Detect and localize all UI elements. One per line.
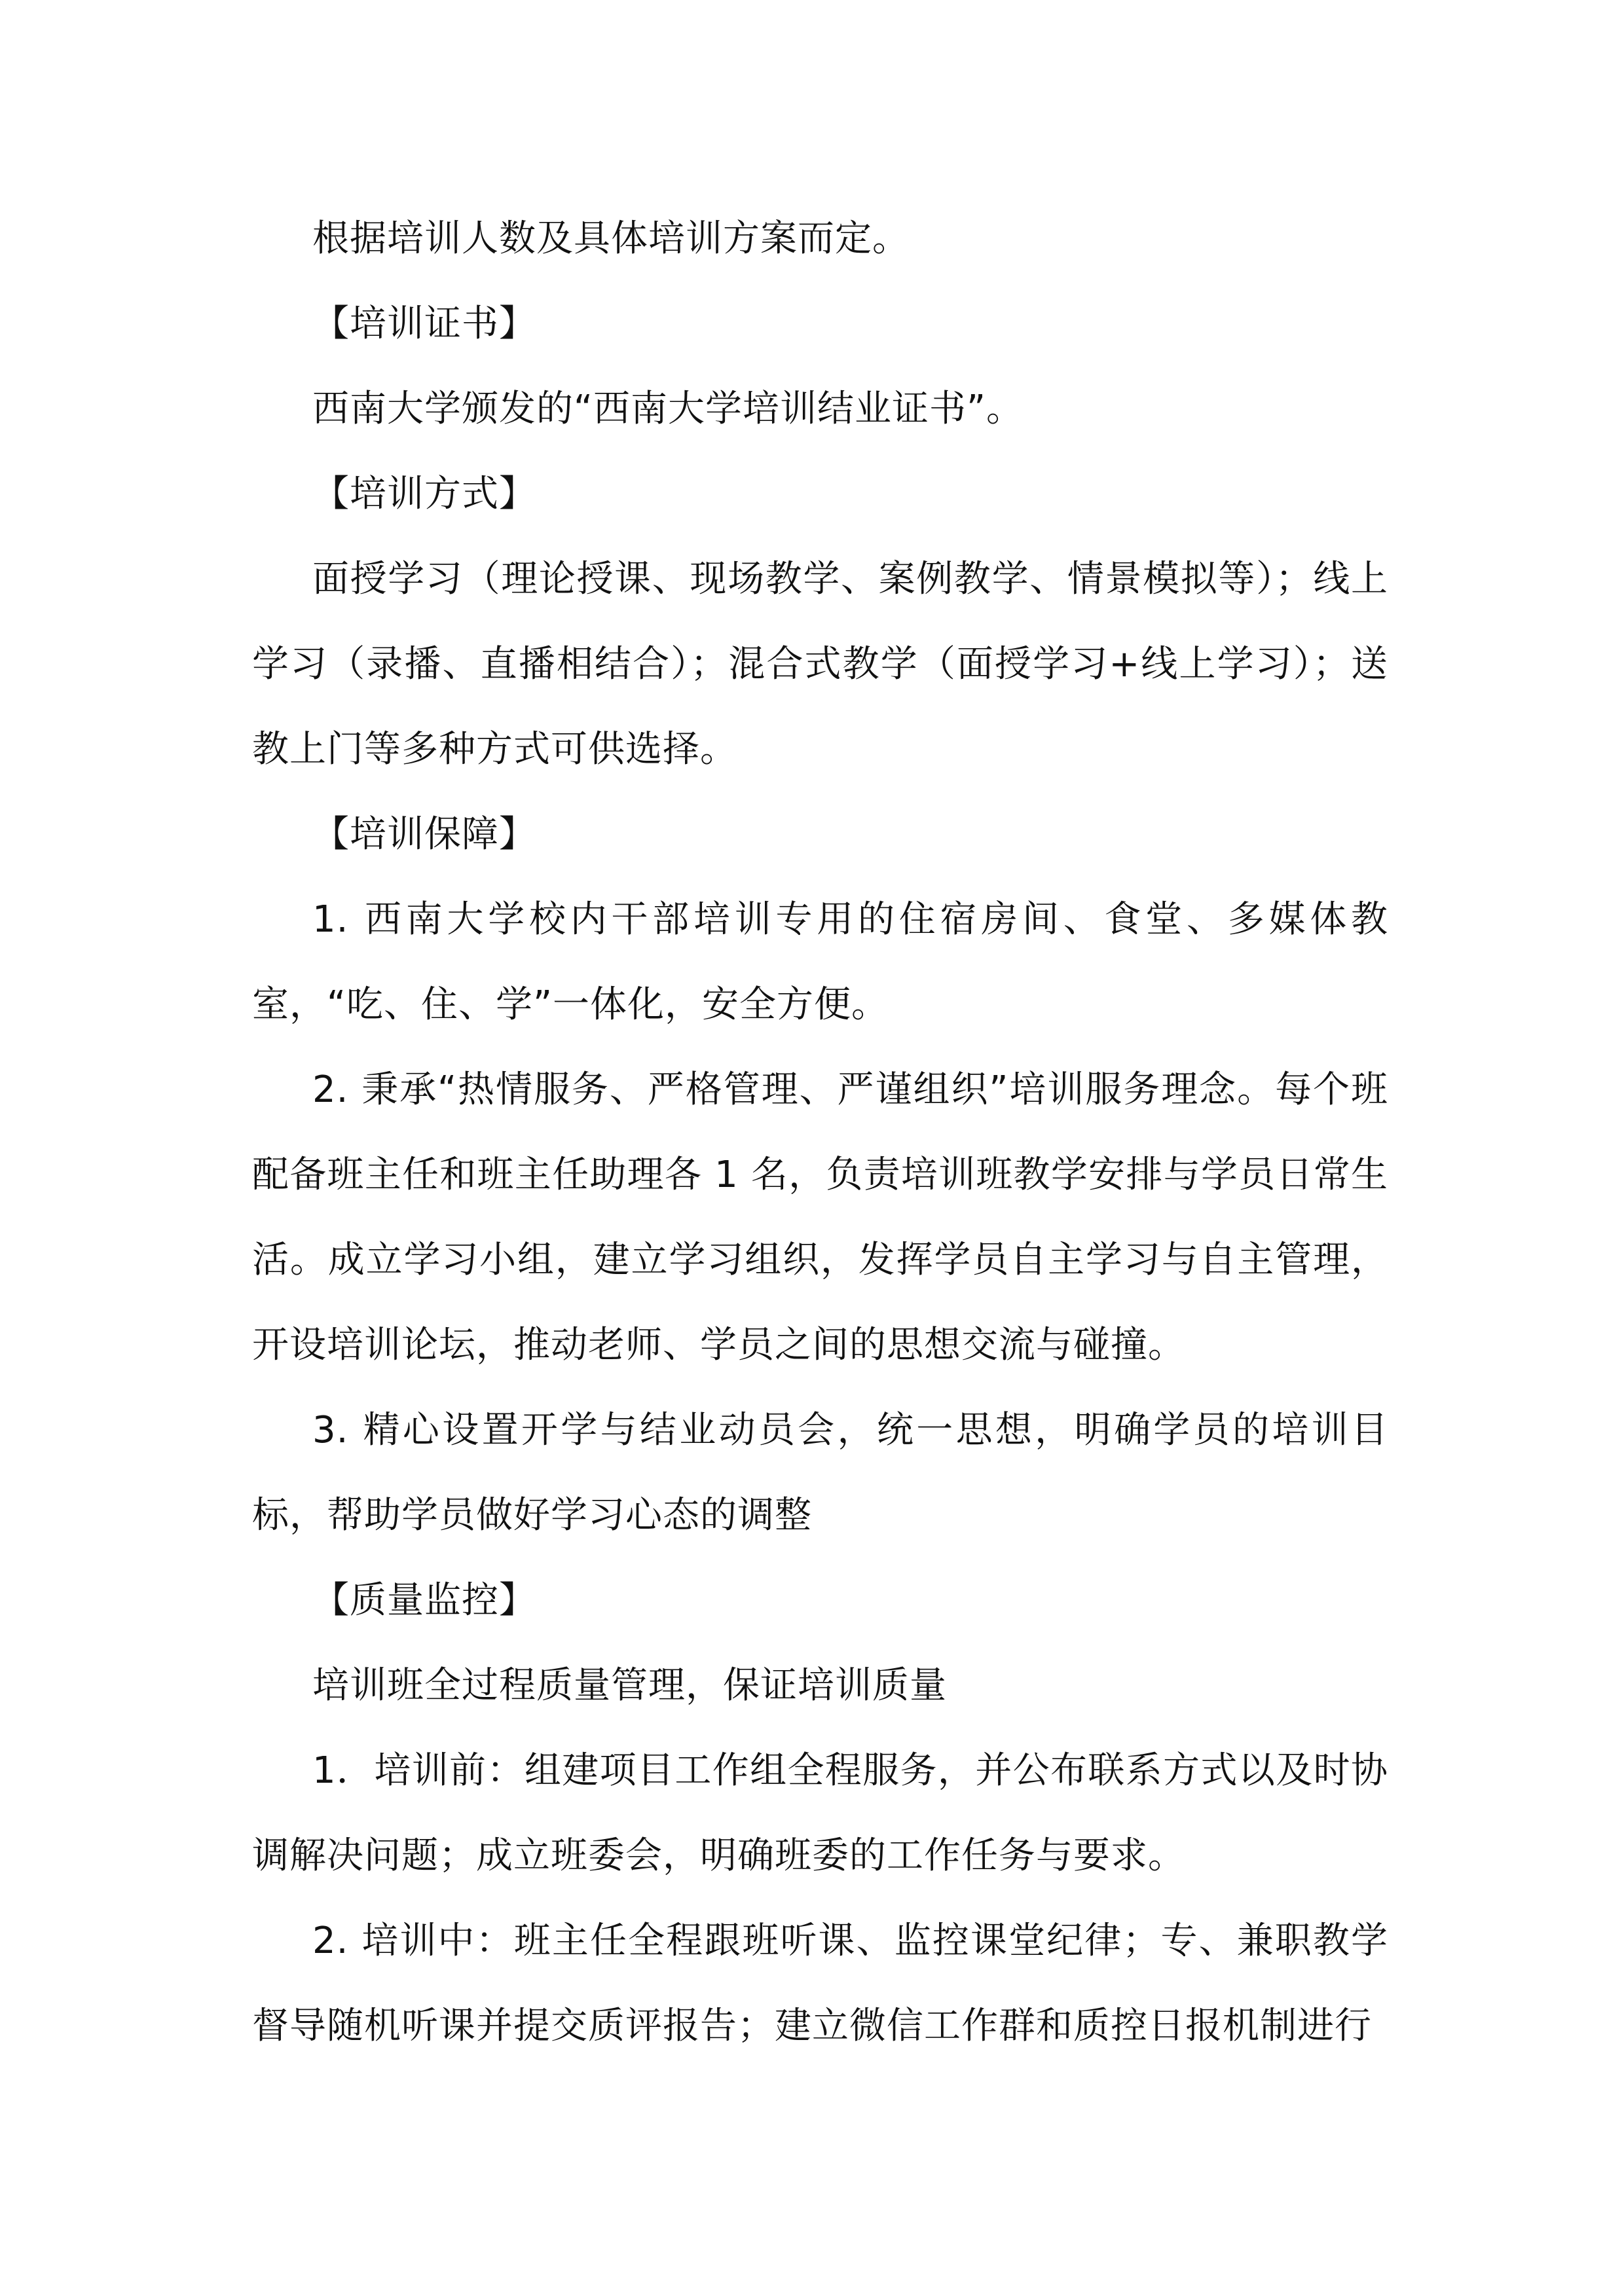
paragraph-support-2: 2. 秉承“热情服务、严格管理、严谨组织”培训服务理念。每个班配备班主任和班主任助理各 1 名，负责培训班教学安排与学员日常生活。成立学习小组，建立学习组织，发挥学员自主学习与自主管理，开设培训论坛，推动老师、学员之间的思想交流与碰撞。 <box>252 1068 1388 1366</box>
heading-training-method: 【培训方式】 <box>312 473 536 515</box>
heading-quality-monitoring: 【质量监控】 <box>312 1579 536 1622</box>
paragraph-certificate: 西南大学颁发的“西南大学培训结业证书”。 <box>312 388 1024 430</box>
paragraph-quality-2: 2. 培训中：班主任全程跟班听课、监控课堂纪律；专、兼职教学督导随机听课并提交质评报告；建立微信工作群和质控日报机制进行 <box>252 1920 1388 2047</box>
paragraph-training-count: 根据培训人数及具体培训方案而定。 <box>312 217 910 260</box>
paragraph-quality-intro: 培训班全过程质量管理，保证培训质量 <box>312 1664 947 1707</box>
heading-training-support: 【培训保障】 <box>312 813 536 856</box>
document-body <box>252 196 1388 2069</box>
paragraph-training-method: 面授学习（理论授课、现场教学、案例教学、情景模拟等）；线上学习（录播、直播相结合）；混合式教学（面授学习+线上学习）；送教上门等多种方式可供选择。 <box>252 558 1388 771</box>
paragraph-support-1: 1. 西南大学校内干部培训专用的住宿房间、食堂、多媒体教室，“吃、住、学”一体化，安全方便。 <box>252 898 1388 1026</box>
heading-training-certificate: 【培训证书】 <box>312 302 536 345</box>
paragraph-support-3: 3. 精心设置开学与结业动员会，统一思想，明确学员的培训目标，帮助学员做好学习心态的调整 <box>252 1409 1388 1537</box>
paragraph-quality-1: 1．培训前：组建项目工作组全程服务，并公布联系方式以及时协调解决问题；成立班委会，明确班委的工作任务与要求。 <box>252 1749 1388 1877</box>
